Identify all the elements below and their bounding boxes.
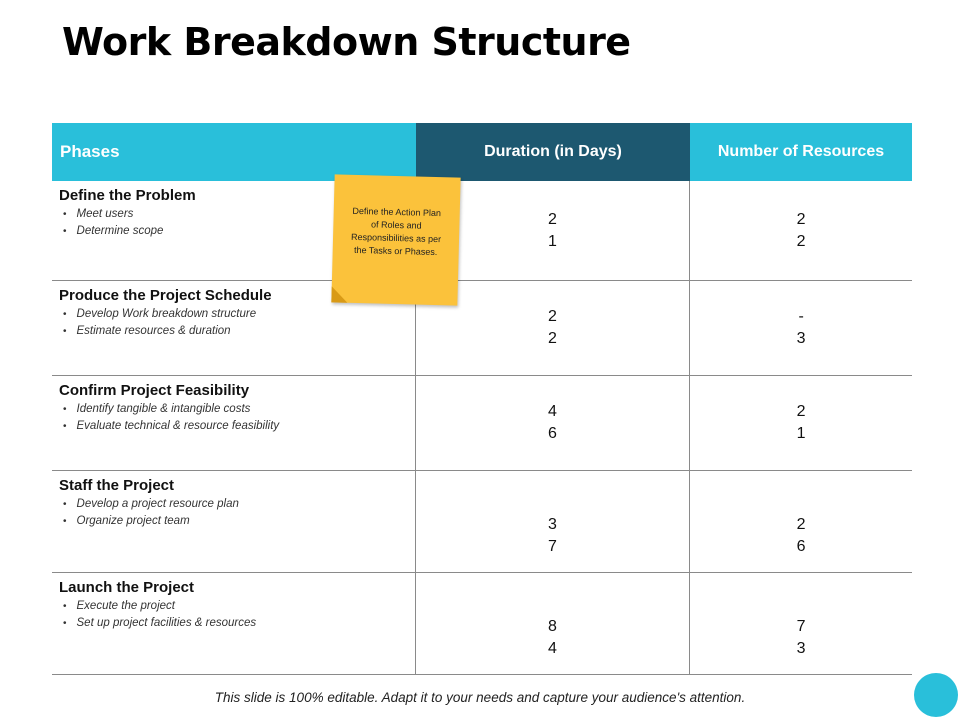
table-row [52,471,912,573]
duration-value: 2 [547,210,557,228]
phase-title: Produce the Project Schedule [59,287,272,304]
duration-cell [416,471,691,572]
sticky-note [331,174,460,305]
bullet-item: • Organize project team [63,513,415,530]
wbs-table [52,123,912,675]
resources-value: 2 [796,515,806,533]
table-row [52,376,912,471]
footer-caption: This slide is 100% editable. Adapt it to your needs and capture your audience's attention. [214,690,746,705]
page-title: Work Breakdown Structure [62,20,631,64]
phase-bullets [59,401,415,435]
resources-value: 6 [796,537,806,555]
table-row [52,281,912,376]
resources-value: 3 [796,330,806,347]
duration-value: 3 [547,515,557,533]
phase-bullets [59,598,415,632]
phase-title: Confirm Project Feasibility [59,382,250,399]
duration-cell [416,376,691,470]
duration-value: 2 [547,308,557,325]
resources-cell [690,181,912,280]
resources-value: 7 [796,617,806,635]
bullet-item: • Develop a project resource plan [63,496,415,513]
phase-cell [52,471,416,572]
duration-value: 1 [547,232,557,250]
duration-value: 2 [547,330,557,347]
phase-bullets [59,306,415,340]
resources-value: 2 [796,210,806,228]
bullet-item: • Determine scope [63,223,415,240]
table-row [52,181,912,281]
duration-value: 6 [547,425,557,442]
resources-cell [690,376,912,470]
resources-cell [690,471,912,572]
duration-value: 8 [547,617,557,635]
resources-cell [690,281,912,375]
sticky-note-fold [331,286,347,302]
table-header [52,123,912,181]
duration-value: 4 [547,403,557,420]
bullet-item: • Estimate resources & duration [63,323,415,340]
resources-cell [690,573,912,674]
header-duration: Duration (in Days) [416,123,690,181]
duration-value: 7 [547,537,557,555]
table-row [52,573,912,675]
bullet-item: • Set up project facilities & resources [63,615,415,632]
header-resources: Number of Resources [690,123,912,181]
phase-title: Define the Problem [59,187,196,204]
bullet-item: • Develop Work breakdown structure [63,306,415,323]
phase-cell [52,376,416,470]
resources-value: 2 [796,403,806,420]
resources-value: 1 [796,425,806,442]
phase-cell [52,573,416,674]
duration-value: 4 [547,639,557,657]
sticky-note-text: Define the Action Plan of Roles and Responsibilities as per the Tasks or Phases. [350,205,442,258]
bullet-item: • Evaluate technical & resource feasibility [63,418,415,435]
header-phases: Phases [52,123,416,181]
decorative-circle [914,673,958,717]
phase-title: Staff the Project [59,477,175,494]
bullet-item: • Identify tangible & intangible costs [63,401,415,418]
resources-value: 2 [796,232,806,250]
phase-bullets [59,496,415,530]
phase-title: Launch the Project [59,579,195,596]
duration-cell [416,573,691,674]
resources-value: - [798,308,804,325]
bullet-item: • Execute the project [63,598,415,615]
resources-value: 3 [796,639,806,657]
bullet-item: • Meet users [63,206,415,223]
